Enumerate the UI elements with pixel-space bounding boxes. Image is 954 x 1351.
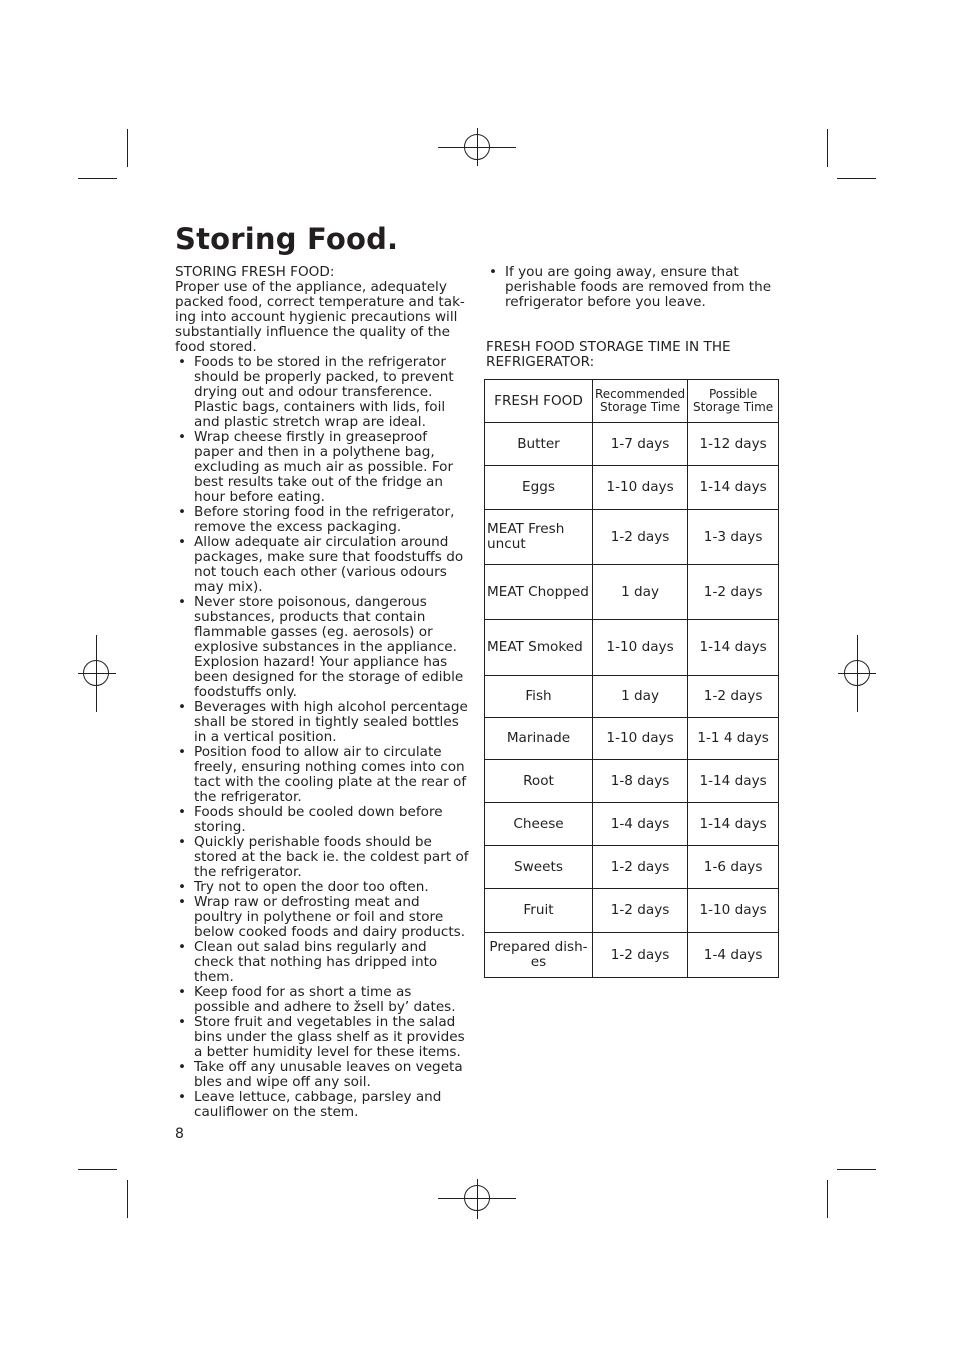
travel-tip-list bbox=[486, 265, 778, 310]
right-column bbox=[486, 265, 778, 310]
recommended-cell: 1-2 days bbox=[593, 510, 688, 565]
recommended-cell: 1-4 days bbox=[593, 803, 688, 846]
recommended-cell: 1-2 days bbox=[593, 933, 688, 978]
list-item: • Try not to open the door too often. bbox=[175, 880, 470, 895]
possible-cell: 1-14 days bbox=[688, 620, 779, 676]
list-item: • Take off any unusable leaves on vegeta bles and wipe off any soil. bbox=[175, 1060, 470, 1090]
possible-cell: 1-2 days bbox=[688, 676, 779, 718]
recommended-cell: 1-10 days bbox=[593, 466, 688, 510]
page-title: Storing Food. bbox=[175, 222, 399, 256]
table-row bbox=[485, 760, 779, 803]
possible-cell: 1-1 4 days bbox=[688, 718, 779, 760]
recommended-cell: 1-10 days bbox=[593, 620, 688, 676]
recommended-cell: 1 day bbox=[593, 565, 688, 620]
left-column bbox=[175, 265, 470, 1120]
section-heading: STORING FRESH FOOD: bbox=[175, 264, 335, 280]
possible-cell: 1-14 days bbox=[688, 803, 779, 846]
header-fresh-food: FRESH FOOD bbox=[485, 380, 593, 423]
list-item: • Beverages with high alcohol percentage shall be stored in tightly sealed bottles in a vertical position. bbox=[175, 700, 470, 745]
table-row bbox=[485, 889, 779, 933]
table-row bbox=[485, 510, 779, 565]
possible-cell: 1-14 days bbox=[688, 466, 779, 510]
registration-mark-icon bbox=[464, 134, 490, 160]
possible-cell: 1-4 days bbox=[688, 933, 779, 978]
list-item: • Clean out salad bins regularly and check that nothing has dripped into them. bbox=[175, 940, 470, 985]
list-item: • Allow adequate air circulation around packages, make sure that foodstuffs do not touch each other (various odours may mix). bbox=[175, 535, 470, 595]
list-item: • Leave lettuce, cabbage, parsley and cauliflower on the stem. bbox=[175, 1090, 470, 1120]
list-item: • Quickly perishable foods should be stored at the back ie. the coldest part of the refrigerator. bbox=[175, 835, 470, 880]
table-title: FRESH FOOD STORAGE TIME IN THE REFRIGERATOR: bbox=[486, 339, 731, 370]
food-cell: Eggs bbox=[485, 466, 593, 510]
header-possible: Possible Storage Time bbox=[688, 380, 779, 423]
header-recommended: Recommended Storage Time bbox=[593, 380, 688, 423]
table-header-row bbox=[485, 380, 779, 423]
table-row bbox=[485, 718, 779, 760]
list-item: • Before storing food in the refrigerator, remove the excess packaging. bbox=[175, 505, 470, 535]
table-row bbox=[485, 620, 779, 676]
table-row bbox=[485, 933, 779, 978]
recommended-cell: 1 day bbox=[593, 676, 688, 718]
intro-paragraph: Proper use of the appliance, adequately packed food, correct temperature and tak-ing into account hygienic precautions will substantially influence the quality of the food stored. bbox=[175, 279, 465, 355]
possible-cell: 1-3 days bbox=[688, 510, 779, 565]
food-cell: MEAT Chopped bbox=[485, 565, 593, 620]
food-cell: Prepared dish-es bbox=[485, 933, 593, 978]
food-cell: Fruit bbox=[485, 889, 593, 933]
table-row bbox=[485, 423, 779, 466]
recommended-cell: 1-8 days bbox=[593, 760, 688, 803]
page-number: 8 bbox=[175, 1126, 184, 1142]
food-cell: Fish bbox=[485, 676, 593, 718]
list-item: • Wrap raw or defrosting meat and poultry in polythene or foil and store below cooked foods and dairy products. bbox=[175, 895, 470, 940]
food-cell: Cheese bbox=[485, 803, 593, 846]
list-item: • Wrap cheese firstly in greaseproof paper and then in a polythene bag, excluding as much air as possible. For best results take out of the fridge an hour before eating. bbox=[175, 430, 470, 505]
table-row bbox=[485, 846, 779, 889]
storage-time-table bbox=[484, 379, 779, 978]
possible-cell: 1-14 days bbox=[688, 760, 779, 803]
list-item: • Never store poisonous, dangerous substances, products that contain flammable gasses (eg. aerosols) or explosive substances in the appliance. Explosion hazard! Your appliance has been designed for the storage of edible foodstuffs only. bbox=[175, 595, 470, 700]
possible-cell: 1-6 days bbox=[688, 846, 779, 889]
recommended-cell: 1-10 days bbox=[593, 718, 688, 760]
recommended-cell: 1-2 days bbox=[593, 846, 688, 889]
recommended-cell: 1-2 days bbox=[593, 889, 688, 933]
storage-tips-list bbox=[175, 355, 470, 1120]
list-item: • Store fruit and vegetables in the salad bins under the glass shelf as it provides a better humidity level for these items. bbox=[175, 1015, 470, 1060]
possible-cell: 1-12 days bbox=[688, 423, 779, 466]
list-item: • Foods should be cooled down before storing. bbox=[175, 805, 470, 835]
food-cell: MEAT Fresh uncut bbox=[485, 510, 593, 565]
table-row bbox=[485, 466, 779, 510]
table-row bbox=[485, 676, 779, 718]
food-cell: Marinade bbox=[485, 718, 593, 760]
list-item: • Keep food for as short a time as possible and adhere to žsell by’ dates. bbox=[175, 985, 470, 1015]
table-row bbox=[485, 565, 779, 620]
registration-mark-icon bbox=[844, 660, 870, 686]
list-item: • If you are going away, ensure that perishable foods are removed from the refrigerator before you leave. bbox=[486, 265, 778, 310]
recommended-cell: 1-7 days bbox=[593, 423, 688, 466]
possible-cell: 1-10 days bbox=[688, 889, 779, 933]
list-item: • Position food to allow air to circulate freely, ensuring nothing comes into con tact with the cooling plate at the rear of the refrigerator. bbox=[175, 745, 470, 805]
table-row bbox=[485, 803, 779, 846]
registration-mark-icon bbox=[83, 660, 109, 686]
possible-cell: 1-2 days bbox=[688, 565, 779, 620]
food-cell: Sweets bbox=[485, 846, 593, 889]
food-cell: MEAT Smoked bbox=[485, 620, 593, 676]
list-item: • Foods to be stored in the refrigerator should be properly packed, to prevent drying out and odour transference. Plastic bags, containers with lids, foil and plastic stretch wrap are ideal. bbox=[175, 355, 470, 430]
registration-mark-icon bbox=[464, 1185, 490, 1211]
food-cell: Root bbox=[485, 760, 593, 803]
food-cell: Butter bbox=[485, 423, 593, 466]
